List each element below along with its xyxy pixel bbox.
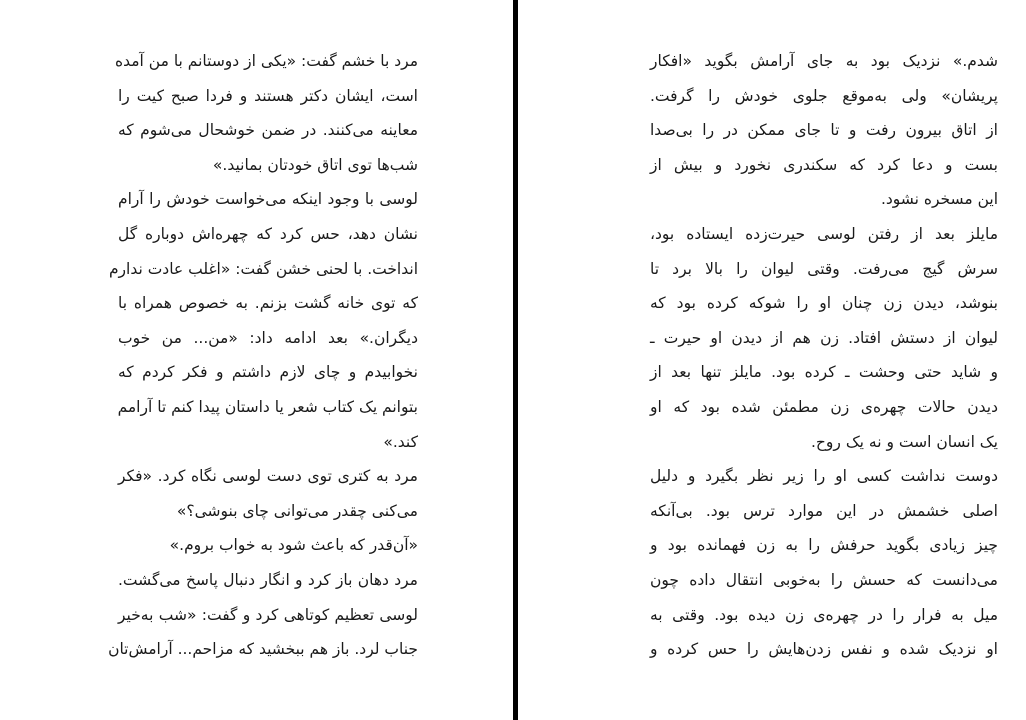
text-line: بنوشد، دیدن زن چنان او را شوکه کرده بود که	[650, 294, 998, 313]
text-line: است، ایشان دکتر هستند و فردا صبح کیت را	[118, 86, 418, 105]
right-page-text	[650, 44, 998, 667]
text-line: و شاید حتی وحشت ـ کرده بود. مایلز تنها بعد از	[650, 363, 998, 382]
text-line: سرش گیج می‌رفت. وقتی لیوان را بالا برد تا	[650, 259, 998, 278]
text-line: دوست نداشت کسی او را زیر نظر بگیرد و دلیل	[650, 467, 998, 486]
text-line: از اتاق بیرون رفت و تا جای ممکن در را بی‌صدا	[650, 121, 998, 140]
text-line: مرد دهان باز کرد و انگار دنبال پاسخ می‌گشت.	[118, 570, 418, 589]
left-page-text	[108, 44, 418, 667]
text-line: لوسی با وجود اینکه می‌خواست خودش را آرام	[118, 190, 418, 209]
text-line: لیوان از دستش افتاد. زن هم از دیدن او حیرت ـ	[650, 328, 998, 347]
text-line: لوسی تعظیم کوتاهی کرد و گفت: «شب به‌خیر	[118, 605, 418, 624]
text-line: دیگران.» بعد ادامه داد: «من... من خوب	[118, 328, 418, 347]
text-line: می‌دانست که حسش را به‌خوبی انتقال داده چون	[650, 570, 998, 589]
text-line: مرد با خشم گفت: «یکی از دوستانم با من آمده	[115, 52, 418, 70]
text-line: دیدن حالات چهره‌ی زن مطمئن شده بود که او	[650, 397, 998, 416]
text-line: بتوانم یک کتاب شعر یا داستان پیدا کنم تا آرامم	[117, 397, 418, 416]
text-line: نخوابیدم و چای لازم داشتم و فکر کردم که	[118, 363, 418, 382]
text-line: میل به فرار را در چهره‌ی زن دیده بود. وقتی به	[650, 605, 998, 624]
text-line: که توی خانه گشت بزنم. به خصوص همراه با	[118, 294, 418, 313]
text-line: یک انسان است و نه یک روح.	[810, 432, 998, 451]
text-line: مایلز بعد از رفتن لوسی حیرت‌زده ایستاده بود،	[650, 224, 998, 243]
text-line: اصلی خشمش در این موارد ترس بود. بی‌آنکه	[650, 501, 998, 520]
text-line: نشان دهد، حس کرد که چهره‌اش دوباره گل	[118, 224, 418, 243]
text-line: انداخت. با لحنی خشن گفت: «اغلب عادت ندارم	[108, 259, 418, 278]
text-line: چیز زیادی بگوید حرفش را به زن فهمانده بود و	[650, 536, 998, 555]
text-line: کند.»	[383, 432, 418, 451]
text-line: بست و دعا کرد که سکندری نخورد و بیش از	[650, 155, 998, 174]
text-line: معاینه می‌کنند. در ضمن خوشحال می‌شوم که	[118, 121, 418, 140]
text-line: او نزدیک شده و نفس زدن‌هایش را حس کرده و	[650, 640, 998, 659]
text-line: شدم.» نزدیک بود به جای آرامش بگوید «افکار	[650, 52, 998, 70]
text-line: مرد به کتری توی دست لوسی نگاه کرد. «فکر	[118, 467, 418, 486]
text-line: «آن‌قدر که باعث شود به خواب بروم.»	[169, 536, 418, 555]
text-line: این مسخره نشود.	[880, 190, 998, 209]
text-line: شب‌ها توی اتاق خودتان بمانید.»	[212, 155, 418, 174]
text-line: می‌کنی چقدر می‌توانی چای بنوشی؟»	[176, 501, 418, 520]
text-line: جناب لرد. باز هم ببخشید که مزاحم... آرامش‌تان	[108, 640, 418, 659]
text-line: پریشان» ولی به‌موقع جلوی خودش را گرفت.	[650, 86, 998, 105]
right-page	[518, 0, 1026, 720]
